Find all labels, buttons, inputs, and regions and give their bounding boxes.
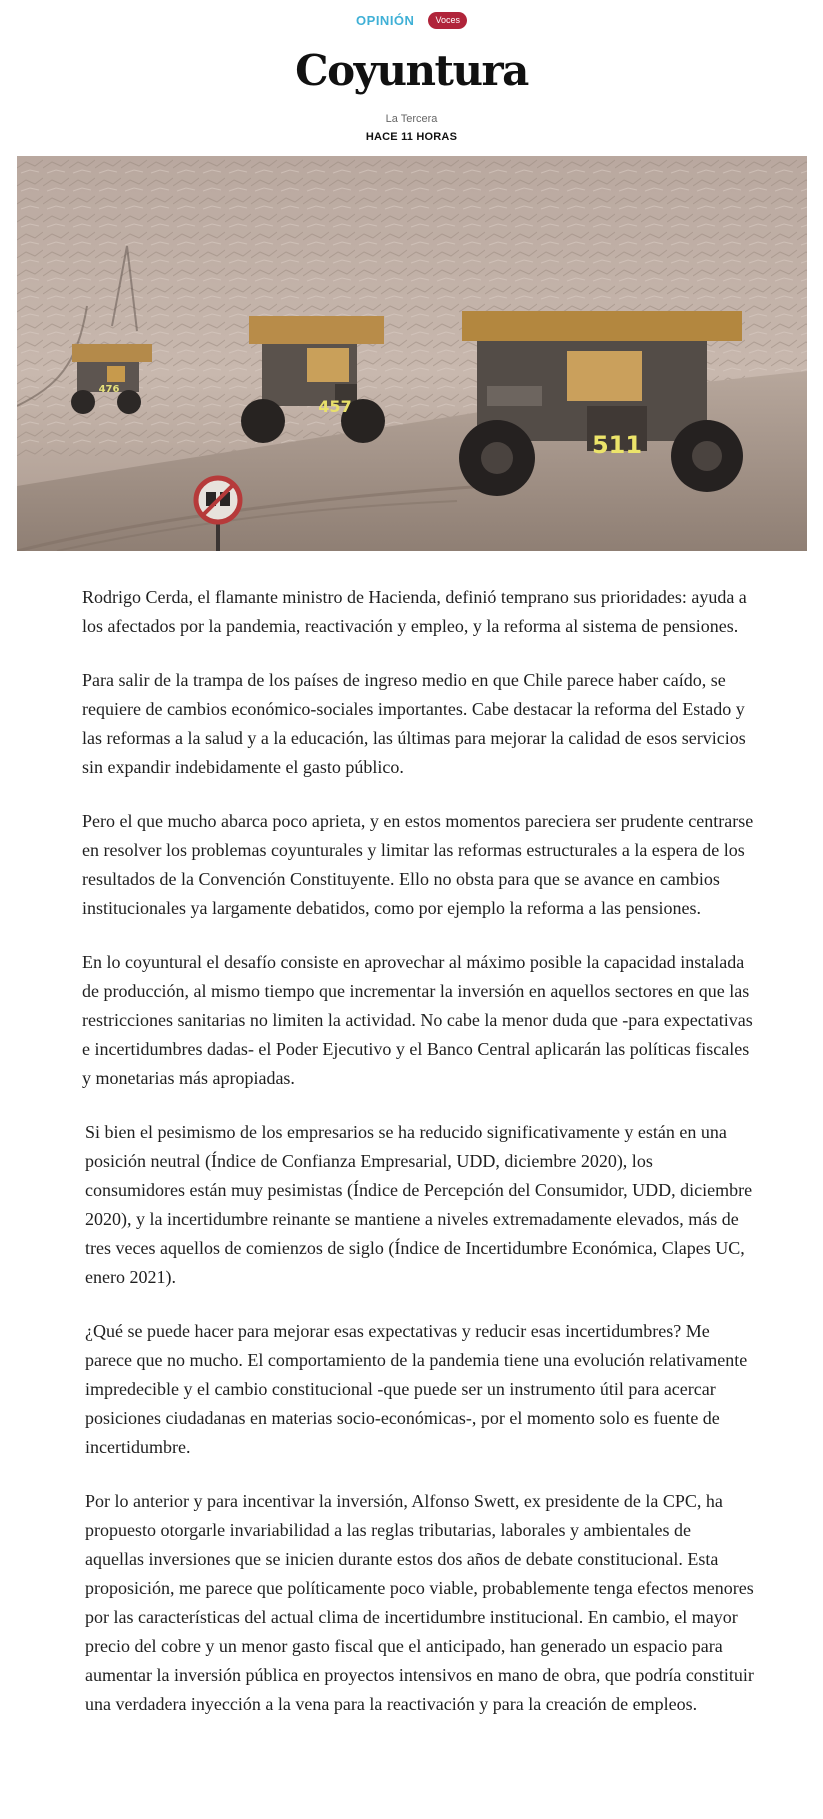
article-header (0, 12, 823, 29)
article-paragraph: Si bien el pesimismo de los empresarios se ha reducido significativamente y están en una posición neutral (Índice de Confianza Empresarial, UDD, diciembre 2020), los consumidores están muy pesimistas (Índice de Percepción del Consumidor, UDD, diciembre 2020), y la incertidumbre reinante se mantiene a niveles extremadamente elevados, más de tres veces aquellos de comienzos de siglo (Índice de Incertidumbre Económica, Clapes UC, enero 2021). (85, 1122, 753, 1287)
truck-number-511: 511 (591, 431, 643, 459)
article-title: Coyuntura (295, 46, 528, 95)
article-paragraph: ¿Qué se puede hacer para mejorar esas expectativas y reducir esas incertidumbres? Me parece que no mucho. El comportamiento de la pandemia tiene una evolución relativamente impredecible y el cambio constitucional -que puede ser un instrumento útil para acercar posiciones ciudadanas en materias socio-económicas-, por el momento solo es fuente de incertidumbre. (85, 1321, 748, 1457)
article-paragraph: Para salir de la trampa de los países de ingreso medio en que Chile parece haber caído, se requiere de cambios económico-sociales importantes. Cabe destacar la reforma del Estado y las reformas a la salud y a la educación, las últimas para mejorar la calidad de esos servicios sin expandir indebidamente el gasto público. (82, 670, 746, 777)
voces-badge[interactable]: Voces (428, 12, 467, 29)
article-paragraph: Por lo anterior y para incentivar la inversión, Alfonso Swett, ex presidente de la CPC, ha propuesto otorgarle invariabilidad a las reglas tributarias, laborales y ambientales de aquellas inversiones que se inicien durante estos dos años de debate constitucional. Esta proposición, me parece que políticamente poco viable, probablemente tenga efectos menores por las características del actual clima de incertidumbre institucional. En cambio, el mayor precio del cobre y un menor gasto fiscal que el anticipado, han generado un espacio para aumentar la inversión pública en proyectos intensivos en mano de obra, que podría constituir una verdadera inyección a la vena para la reactivación y para la creación de empleos. (85, 1491, 754, 1714)
article-paragraph: En lo coyuntural el desafío consiste en aprovechar al máximo posible la capacidad instalada de producción, al mismo tiempo que incrementar la inversión en aquellos sectores en que las restricciones sanitarias no limiten la actividad. No cabe la menor duda que -para expectativas e incertidumbres dadas- el Poder Ejecutivo y el Banco Central aplicarán las políticas fiscales y monetarias más apropiadas. (82, 952, 753, 1088)
publish-time: HACE 11 HORAS (365, 131, 458, 143)
truck-number-476: 476 (98, 384, 120, 395)
truck-number-457: 457 (318, 397, 352, 416)
section-link[interactable]: OPINIÓN (356, 13, 415, 28)
article-paragraph: Rodrigo Cerda, el flamante ministro de Hacienda, definió temprano sus prioridades: ayuda a los afectados por la pandemia, reactivación y empleo, y la reforma al sistema de pensiones. (82, 587, 747, 636)
article-body (82, 583, 754, 1744)
hero-image (17, 156, 807, 551)
article-paragraph: Pero el que mucho abarca poco aprieta, y en estos momentos pareciera ser prudente centrarse en resolver los problemas coyunturales y limitar las reformas estructurales a la espera de los resultados de la Convención Constituyente. Ello no obsta para que se avance en cambios institucionales ya largamente debatidos, como por ejemplo la reforma a las pensiones. (82, 811, 754, 918)
source-label: La Tercera (385, 113, 438, 125)
